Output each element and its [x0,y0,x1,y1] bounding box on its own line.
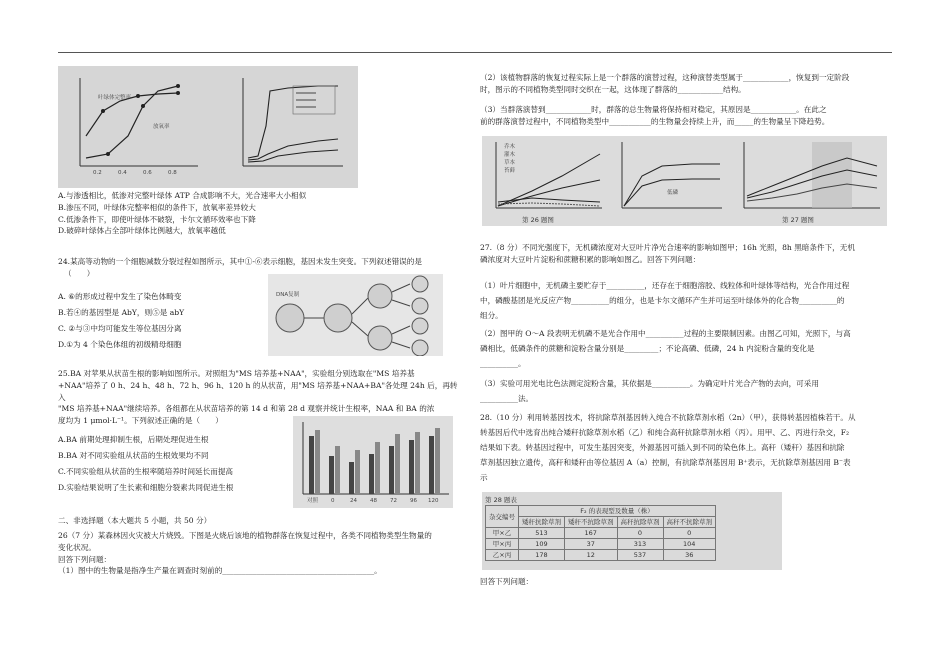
fig26-series-low-p: 低磷 [667,190,679,196]
q24-option-d: D.①为 4 个染色体组的初级精母细胞 [58,340,182,349]
fig23-tick-2: 0.4 [118,170,127,176]
header-rule [58,52,892,53]
q26-2-line-1: （2）该植物群落的恢复过程实际上是一个群落的演替过程，这种演替类型属于____________，恢复到一定阶段 [480,73,850,82]
q25-line-2: +NAA"培养了 0 h、24 h、48 h、72 h、96 h、120 h 的从状苗，用"MS 培养基+NAA+BA"各处理 24h 后，再转入 [58,380,458,402]
q27-part-2 [480,326,892,371]
q26-line-1: 26（7 分）某森林因火灾被大片烧毁。下图是火烧后该地的植物群落在恢复过程中，各类不同植物类型生物量的 [58,531,432,540]
q26-line-2: 变化状况。 [58,542,96,552]
q25-option-a: A.BA 前期处理抑制生根，后期处理促进生根 [58,435,209,444]
table-sub-2: 矮秆不抗除草剂 [565,517,618,528]
fig26-caption: 第 26 题图 [522,216,554,224]
q27-2-line-1: （2）图甲的 O～A 段表明无机磷不是光合作用中__________过程的主要限制因素。由图乙可知，光照下，与高 [480,329,851,338]
fig25-x-0: 对照 [307,498,319,504]
q27-3-line-2: __________法。 [480,394,534,403]
fig25-x-2: 24 [350,498,357,504]
table-cell: 36 [663,550,716,561]
q27-part-1 [480,278,892,323]
q28-table-figure [482,492,782,570]
fig23-label-intact: 叶绿体完整率 [98,95,132,101]
q25-options [58,432,298,496]
q26-3-line-2: 前的群落演替过程中，不同植物类型中___________的生物量会持续上升，而_____的生物量呈下降趋势。 [480,116,830,126]
q28-prompt: 回答下列问题： [480,577,534,586]
q27-1-line-1: （1）叶片细胞中，无机磷主要贮存于__________，还存在于细胞溶胶、线粒体和叶绿体等结构，光合作用过程 [480,281,850,290]
q23-option-a: A.与渗透相比，低渗对完整叶绿体 ATP 合成影响不大，光合速率大小相似 [58,191,307,200]
table-row [486,550,716,561]
q27-part-3 [480,376,892,406]
q26-part-2 [480,72,892,96]
table-cell: 37 [565,539,618,550]
q23-figure [58,66,358,188]
q26-2-line-2: 时，图示的不同植物类型同时交织在一起，这体现了群落的____________结构。 [480,84,746,94]
q23-option-c: C.低渗条件下，即使叶绿体不破裂，卡尔文循环效率也下降 [58,214,256,224]
q26-part-3 [480,104,892,128]
q24-fig-dna-label: DNA复制 [276,292,300,298]
q27-3-line-1: （3）实验可用光电比色法测定淀粉含量，其依据是__________。为确定叶片光合产物的去向，可采用 [480,379,819,388]
q24-options [58,289,268,353]
q24-figure [268,274,443,356]
table-row [486,539,716,550]
q28-line-3: 结果如下表。转基因过程中，可发生基因突变，外源基因可插入到不同的染色体上。高秆（矮秆）基因和抗除 [480,443,845,452]
section-two-title: 二、非选择题（本大题共 5 小题，共 50 分） [58,516,212,525]
q28-line-2: 转基因后代中选育出纯合矮秆抗除草剂水稻（乙）和纯合高秆抗除草剂水稻（丙）。用甲、乙、丙进行杂交，F₂ [480,428,850,437]
q27-line-2: 磷浓度对大豆叶片淀粉和蔗糖积累的影响如图乙。回答下列问题： [480,254,701,264]
fig26-legend-herb: 草本 [504,160,516,166]
table-cell: 甲×乙 [486,528,519,539]
table-cell: 0 [617,528,663,539]
fig23-label-oxygen: 放氧率 [153,124,170,130]
q25-option-b: B.BA 对不同实验组从状苗的生根效果均不同 [58,451,209,460]
fig23-tick-1: 0.2 [93,170,102,176]
fig25-x-4: 72 [390,498,397,504]
fig23-tick-3: 0.6 [143,170,152,176]
q24-option-b: B.若④的基因型是 AbY，则⑤是 abY [58,308,185,317]
table-cell: 12 [565,550,618,561]
table-cell: 甲×丙 [486,539,519,550]
q28-line-1: 28.（10 分）利用转基因技术，将抗除草剂基因转入纯合不抗除草剂水稻（2n）（甲），获得转基因植株若干。从 [480,413,856,422]
table-cell: 167 [565,528,618,539]
table-cell: 0 [663,528,716,539]
q28-line-4: 草剂基因独立遗传，高秆和矮秆由等位基因 A（a）控制，有抗除草剂基因用 B⁺表示，无抗除草剂基因用 B⁻表 [480,458,851,467]
q28-stem [480,410,892,485]
fig25-x-3: 48 [370,498,377,504]
q28-table [485,505,716,561]
q27-1-line-2: 中，磷酸基团是光反应产物__________的组分，也是卡尔文循环产生并可运至叶绿体外的化合物__________的 [480,296,845,305]
q25-line-4: 度均为 1 μmol·L⁻¹。下列叙述正确的是（ ） [58,416,223,426]
table-sub-3: 高秆抗除草剂 [617,517,663,528]
q26-answer-prompt: 回答下列问题： [58,554,112,564]
q23-option-b: B.渗压不同，叶绿体完整率相似的条件下，放氧率差异较大 [58,202,256,212]
q26-3-line-1: （3）当群落演替到____________时，群落的总生物量将保持相对稳定，其原因是____________。在此之 [480,105,827,114]
q24-question: 24.某高等动物的一个细胞减数分裂过程如图所示，其中①-⑥表示细胞，基因未发生突变。下列叙述错误的是 [58,257,422,266]
table-sub-4: 高秆不抗除草剂 [663,517,716,528]
fig26-legend-moss: 苔藓 [504,168,516,174]
section-two [58,515,458,527]
q25-figure [293,416,453,508]
q24-option-a: A. ⑥的形成过程中发生了染色体畸变 [58,292,182,301]
q24-option-c: C. ②与③中均可能发生等位基因分离 [58,324,182,333]
fig26-legend-tree: 乔木 [504,144,516,150]
fig25-x-5: 96 [410,498,417,504]
q28-line-5: 示 [480,473,488,482]
q25-line-3: "MS 培养基+NAA"继续培养。各组都在从状苗培养的第 14 d 和第 28 d 观察并统计生根率，NAA 和 BA 的浓 [58,404,435,414]
table-cell: 537 [617,550,663,561]
fig-26-27 [482,136,887,226]
q28-answer-prompt [480,576,892,588]
q27-line-1: 27.（8 分）不同光强度下，无机磷浓度对大豆叶片净光合速率的影响如图甲；16h 光照，8h 黑暗条件下，无机 [480,243,855,252]
fig27-caption: 第 27 题图 [782,216,814,224]
q25-option-d: D.实验结果说明了生长素和细胞分裂素共同促进生根 [58,483,234,492]
fig25-x-6: 120 [428,498,439,504]
table-header-cross: 杂交编号 [486,506,519,528]
table-cell: 109 [519,539,565,550]
q23-option-d: D.破碎叶绿体占全部叶绿体比例越大，放氧率越低 [58,226,226,236]
table-cell: 313 [617,539,663,550]
fig23-tick-4: 0.8 [168,170,177,176]
q26-part-1: （1）图中的生物量是指净生产量在调查时刻前的________________________________________。 [58,566,382,576]
table-sub-1: 矮秆抗除草剂 [519,517,565,528]
table-cell: 513 [519,528,565,539]
q27-2-line-3: __________。 [480,359,526,368]
table-cell: 104 [663,539,716,550]
fig25-x-1: 0 [331,498,335,504]
fig26-legend-shrub: 灌木 [504,152,516,158]
q25-option-c: C.不同实验组从状苗的生根率随培养时间延长而提高 [58,467,234,476]
table-row [486,528,716,539]
table-header-f2: F₂ 的表现型及数量（株） [519,506,716,517]
q24-paren: （ ） [64,268,95,278]
q27-stem [480,242,892,266]
q23-options [58,190,458,237]
q27-1-line-3: 组分。 [480,311,503,320]
q26-stem [58,530,458,577]
q25-line-1: 25.BA 对苹果从状苗生根的影响如图所示。对照组为"MS 培养基+NAA"，实验组分别选取在"MS 培养基 [58,369,415,378]
q28-table-title: 第 28 题表 [485,496,517,504]
table-cell: 178 [519,550,565,561]
q27-2-line-2: 磷相比，低磷条件的蔗糖和淀粉含量分别是_________；不论高磷、低磷，24 h 内淀粉含量的变化是 [480,344,815,353]
table-cell: 乙×丙 [486,550,519,561]
